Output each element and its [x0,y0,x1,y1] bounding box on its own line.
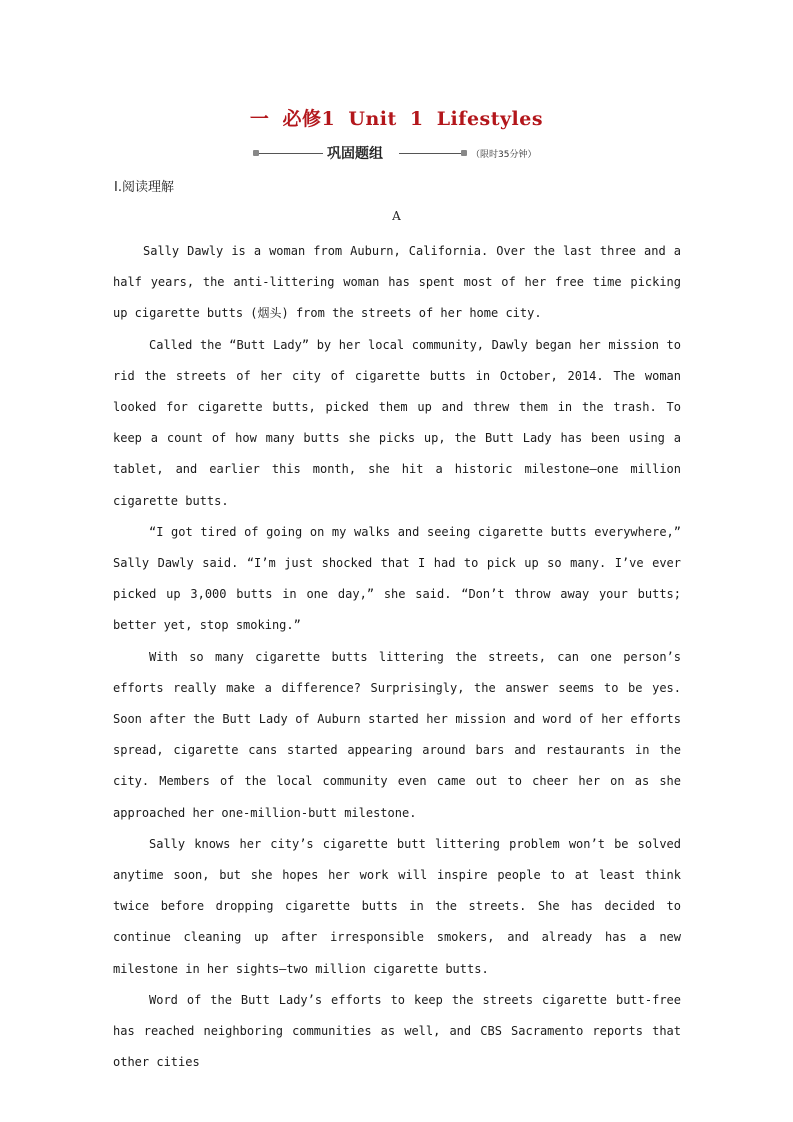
paragraph: Sally Dawly is a woman from Auburn, California. Over the last three and a half years, the anti-littering woman has spent most of her free time picking up cigarette butts (烟头) from the streets of her home city. [113,244,681,321]
paragraph: “I got tired of going on my walks and seeing cigarette butts everywhere,” Sally Dawly said. “I’m just shocked that I had to pick up so many. I’ve ever picked up 3,000 butts in one day,” she said. “Don’t throw away your butts; better yet, stop smoking.” [113,524,681,633]
exercise-banner [253,143,543,165]
reading-passage [113,236,681,1078]
time-limit: （限时35分钟） [471,150,537,160]
paragraph: Sally knows her city’s cigarette butt littering problem won’t be solved anytime soon, but she hopes her work will inspire people to at least think twice before dropping cigarette butts in the streets. She has decided to continue cleaning up after irresponsible smokers, and already has a new milestone in her sights—two million cigarette butts. [113,836,681,976]
paragraph: Word of the Butt Lady’s efforts to keep the streets cigarette butt-free has reached neighboring communities as well, and CBS Sacramento reports that other cities [113,992,681,1070]
banner-label: 巩固题组 [327,146,383,162]
section-heading: Ⅰ.阅读理解 [114,180,174,195]
passage-label: A [392,209,401,223]
paragraph: With so many cigarette butts littering the streets, can one person’s efforts really make a difference? Surprisingly, the answer seems to be yes. Soon after the Butt Lady of Auburn started her mission and word of her efforts spread, cigarette cans started appearing around bars and restaurants in the city. Members of the local community even came out to cheer her on as she approached her one-million-butt milestone. [113,649,681,820]
unit-title: 一 必修1 Unit 1 Lifestyles [249,108,544,130]
paragraph: Called the “Butt Lady” by her local community, Dawly began her mission to rid the streets of her city of cigarette butts in October, 2014. The woman looked for cigarette butts, picked them up and threw them in the trash. To keep a count of how many butts she picks up, the Butt Lady has been using a tablet, and earlier this month, she hit a historic milestone—one million cigarette butts. [113,337,681,508]
banner-right-dot [461,150,467,156]
banner-right-rule [399,153,461,154]
banner-left-rule [259,153,323,154]
